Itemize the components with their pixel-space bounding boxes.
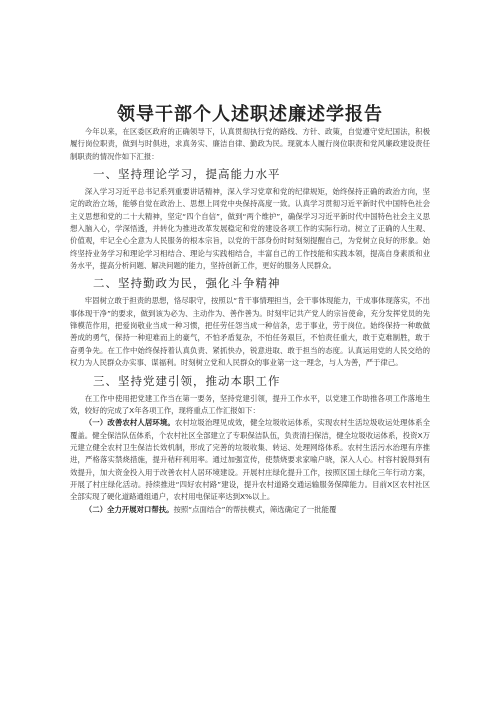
section-heading-2: 二、坚持勤政为民，强化斗争精神 [93, 276, 281, 291]
section-3-item-2 [70, 504, 430, 516]
section-heading-3: 三、坚持党建引领，推动本职工作 [93, 373, 281, 388]
item-1-lead: （一）改善农村人居环境。 [84, 418, 175, 428]
section-3-paragraph: 在工作中使用把党建工作当在第一要务，坚持党建引领，提升工作水平，以党建工作助推各项工作落地生效，较好的完成了X年各项工作，现将重点工作汇报如下： [70, 393, 430, 415]
section-heading-1: 一、坚持理论学习，提高能力水平 [93, 167, 281, 182]
document-title: 领导干部个人述职述廉述学报告 [117, 104, 383, 125]
item-1-text: 农村垃圾治理见成效，健全垃圾收运体系，实现农村生活垃圾收运处理体系全覆盖。健全保洁队伍体系，个农村社区全部建立了专职保洁队伍，负责清扫保洁，健全垃圾收运体系，投资X万元建立健全农村卫生保洁长效机制，形成了完善的垃圾收集、转运、处理网络体系。农村生活污水治理有序推进，严格落实禁烧措施，提升秸秆利用率。通过加强宣传，使禁烧要求家喻户晓，深入人心。村容村貌得到有效提升，加大资金投入用于改善农村人居环境建设。开展村庄绿化提升工作，按照区国土绿化三年行动方案，开展了村庄绿化活动。持续推进“四好农村路”建设，提升农村道路交通运输服务保障能力。目前X区农村社区全部实现了硬化道路通组通户，农村用电保证率达到X%以上。 [70, 418, 430, 502]
item-2-lead: （二）全力开展对口帮扶。 [84, 504, 174, 514]
section-1-paragraph: 深入学习习近平总书记系列重要讲话精神，深入学习党章和党的纪律规矩，始终保持正确的政治方向，坚定的政治立场，能够自觉在政治上、思想上同党中央保持高度一致。认真学习贯彻习近平新时代中国特色社会主义思想和党的二十大精神，坚定“四个自信”，做到“两个维护”，确保学习习近平新时代中国特色社会主义思想入脑入心，学深悟透，并转化为推进改革发展稳定和党的建设各项工作的实际行动。树立了正确的人生观、价值观，牢记全心全意为人民服务的根本宗旨，以党的干部身份时时刻刻提醒自己，为党树立良好的形象。始终坚持业务学习和理论学习相结合、理论与实践相结合，丰富自己的工作技能和实践本领，提高自身素质和业务水平，提高分析问题、解决问题的能力，坚持创新工作，更好的服务人民群众。 [70, 187, 430, 271]
document-body [70, 126, 430, 516]
intro-paragraph: 今年以来，在区委区政府的正确领导下，认真贯彻执行党的路线、方针、政策，自觉遵守党纪国法，积极履行岗位职责，做到与时俱进，求真务实、廉洁自律、勤政为民。现就本人履行岗位职责和党风廉政建设责任制职责的情况作如下汇报： [70, 127, 430, 161]
item-2-text: 按照“点面结合”的帮扶模式，筛选确定了一批能覆 [173, 504, 337, 514]
section-3-item-1 [70, 417, 430, 503]
section-2-paragraph: 牢固树立敢于担责的思想，恪尽职守，按照以“肯干事情理担当，会干事体现能力，干成事体现落实，不出事体现干净”的要求，做到该为必为、主动作为、善作善为。时刻牢记共产党人的宗旨使命，充分发挥党员的先锋模范作用，把爱岗敬业当成一种习惯，把任劳任怨当成一种信条，忠于事业，劳于岗位。始终保持一种敢做善成的勇气，保持一种迎难而上的豪气，不怕矛盾复杂，不怕任务艰巨，不怕责任重大，敢于克难制胜，敢于奋勇争先。在工作中始终保持着认真负责、紧抓快办，锐意进取、敢于担当的态度。认真运用党的人民交给的权力为人民群众办实事、谋福利。时刻树立党和人民群众的事业第一这一理念，与人为善，严于律己。 [70, 296, 430, 368]
